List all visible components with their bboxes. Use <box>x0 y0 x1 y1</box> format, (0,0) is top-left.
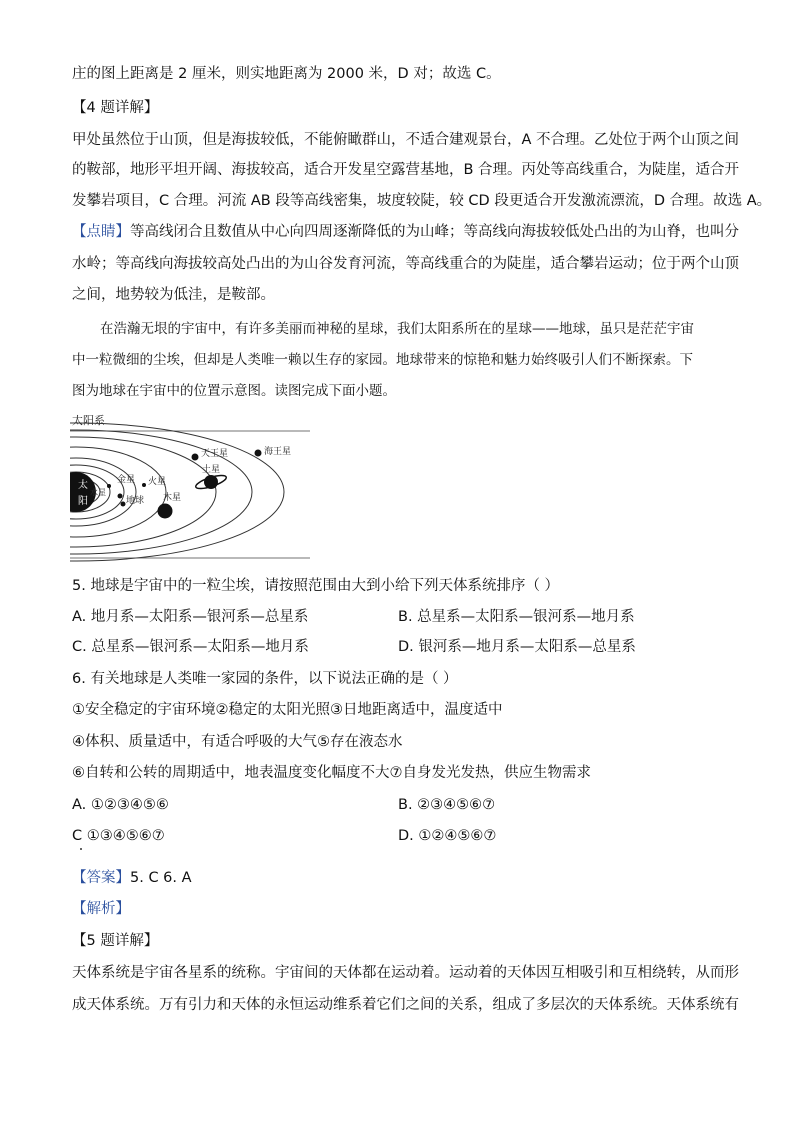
answer-value: 5. C 6. A <box>130 870 192 886</box>
text-line <box>72 222 739 242</box>
note-tag: 【点睛】 <box>72 224 130 240</box>
text-line: 发攀岩项目，C 合理。河流 AB 段等高线密集，坡度较陡，较 CD 段更适合开发激流漂流，D 合理。故选 A。 <box>72 193 772 209</box>
sun-label-2: 阳 <box>78 496 88 507</box>
text-line: 天体系统是宇宙各星系的统称。宇宙间的天体都在运动着。运动着的天体因互相吸引和互相绕转，从而形 <box>72 965 739 981</box>
jupiter-dot <box>158 504 173 519</box>
passage-line: 图为地球在宇宙中的位置示意图。读图完成下面小题。 <box>72 383 396 399</box>
uranus-label: 天王星 <box>201 449 229 459</box>
sub-heading: 【5 题详解】 <box>72 933 159 949</box>
answer-line <box>72 868 192 888</box>
venus-label: 金星 <box>117 475 136 485</box>
q6-option-b: B. ②③④⑤⑥⑦ <box>398 797 496 813</box>
q5-option-b: B. 总星系—太阳系—银河系—地月系 <box>398 609 635 625</box>
passage-line: 中一粒微细的尘埃，但却是人类唯一赖以生存的家园。地球带来的惊艳和魅力始终吸引人们不断探索。下 <box>72 352 693 368</box>
planet-dot <box>121 502 126 507</box>
diagram-title: 太阳系 <box>72 414 105 427</box>
text-line: 的鞍部，地形平坦开阔、海拔较高，适合开发星空露营基地，B 合理。丙处等高线重合，为陡崖，适合开 <box>72 162 740 178</box>
question-5-stem: 5. 地球是宇宙中的一粒尘埃，请按照范围由大到小给下列天体系统排序（ ） <box>72 578 560 594</box>
mars-label: 火星 <box>148 477 167 487</box>
uranus-dot <box>192 454 199 461</box>
saturn-label: 土星 <box>202 465 221 475</box>
q6-option-d: D. ①②④⑤⑥⑦ <box>398 828 497 844</box>
neptune-dot <box>255 450 262 457</box>
text-line: 成天体系统。万有引力和天体的永恒运动维系着它们之间的关系，组成了多层次的天体系统。天体系统有 <box>72 997 739 1013</box>
sun-label-1: 太 <box>78 480 88 491</box>
q6-statement-line: ⑥自转和公转的周期适中，地表温度变化幅度不大⑦自身发光发热，供应生物需求 <box>72 765 591 781</box>
mars-dot <box>142 483 146 487</box>
mercury-label: 水星 <box>90 488 106 497</box>
passage-line: 在浩瀚无垠的宇宙中，有许多美丽而神秘的星球，我们太阳系所在的星球——地球，虽只是茫茫宇宙 <box>100 321 694 337</box>
text-line: 水岭；等高线向海拔较高处凸出的为山谷发育河流，等高线重合的为陡崖，适合攀岩运动；位于两个山顶 <box>72 256 739 272</box>
answer-tag: 【答案】 <box>72 870 130 886</box>
q5-option-a: A. 地月系—太阳系—银河系—总星系 <box>72 609 309 625</box>
jupiter-label: 木星 <box>163 493 182 503</box>
earth-dot <box>118 494 123 499</box>
note-text: 等高线闭合且数值从中心向四周逐渐降低的为山峰；等高线向海拔较低处凸出的为山脊，也叫分 <box>130 224 739 240</box>
solar-system-diagram <box>70 410 310 565</box>
q5-option-c: C. 总星系—银河系—太阳系—地月系 <box>72 639 309 655</box>
q6-option-a: A. ①②③④⑤⑥ <box>72 797 169 813</box>
q6-statement-line: ④体积、质量适中，有适合呼吸的大气⑤存在液态水 <box>72 734 403 750</box>
text-line: 甲处虽然位于山顶，但是海拔较低，不能俯瞰群山，不适合建观景台，A 不合理。乙处位于两个山顶之间 <box>72 132 740 148</box>
sub-heading: 【4 题详解】 <box>72 100 159 116</box>
question-6-stem: 6. 有关地球是人类唯一家园的条件，以下说法正确的是（ ） <box>72 671 458 687</box>
q6-option-c: C ①③④⑤⑥⑦ <box>72 828 165 844</box>
q5-option-d: D. 银河系—地月系—太阳系—总星系 <box>398 639 636 655</box>
stray-mark <box>80 848 82 850</box>
neptune-label: 海王星 <box>264 447 292 457</box>
earth-label: 地球 <box>126 496 145 506</box>
text-line: 之间，地势较为低洼，是鞍部。 <box>72 287 275 303</box>
text-line: 庄的图上距离是 2 厘米，则实地距离为 2000 米，D 对；故选 C。 <box>72 66 501 82</box>
q6-statement-line: ①安全稳定的宇宙环境②稳定的太阳光照③日地距离适中，温度适中 <box>72 702 503 718</box>
analysis-tag: 【解析】 <box>72 901 130 917</box>
venus-dot <box>107 484 111 488</box>
